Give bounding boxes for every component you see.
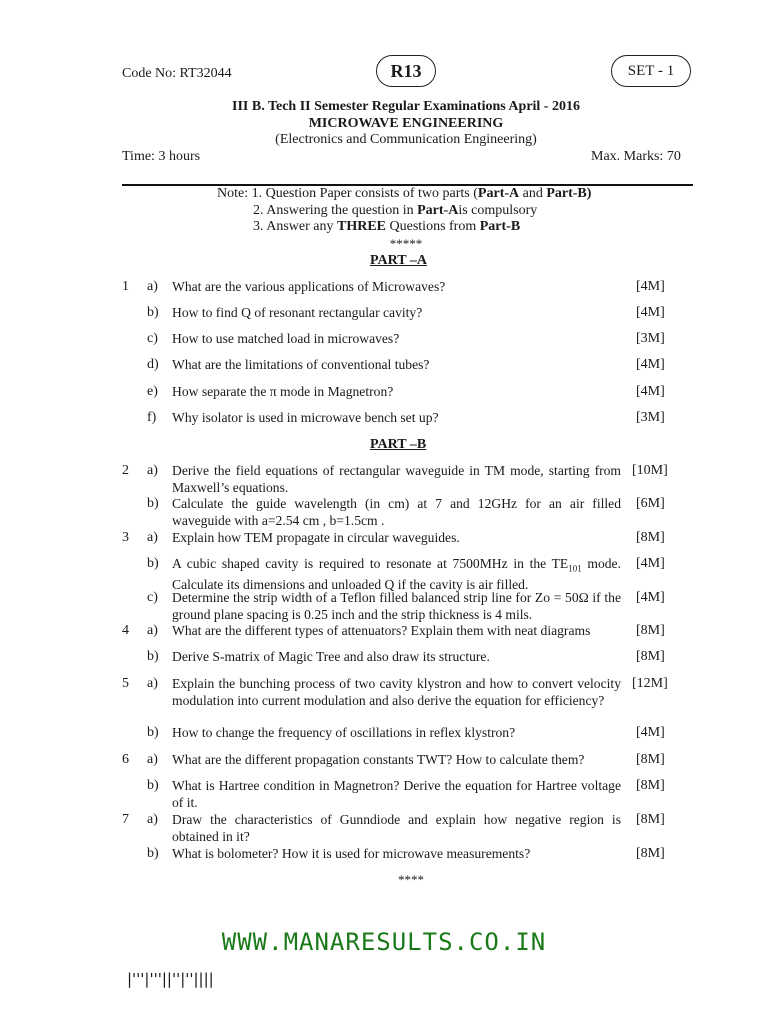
sub-label: b) [147,846,159,861]
sub-label: b) [147,778,159,793]
sub-label: b) [147,725,159,740]
question-text: Why isolator is used in microwave bench set up? [172,410,439,425]
marks: [4M] [636,357,665,372]
question-number: 7 [122,812,129,827]
subject-title: MICROWAVE ENGINEERING [308,116,504,131]
note-line-3: 3. Answer any THREE Questions from Part-B [253,219,521,234]
question-text: What is Hartree condition in Magnetron? Derive the equation for Hartree voltage of it. [172,778,621,810]
question-text: Explain how TEM propagate in circular waveguides. [172,530,460,545]
marks: [4M] [636,590,665,605]
question-text: What are the different propagation constants TWT? How to calculate them? [172,752,585,767]
question-text: What is bolometer? How it is used for microwave measurements? [172,846,531,861]
end-stars: **** [398,872,424,887]
sub-label: c) [147,331,158,346]
part-a-heading: PART –A [370,253,427,268]
marks: [6M] [636,496,665,511]
sub-label: a) [147,752,158,767]
max-marks: Max. Marks: 70 [591,149,681,164]
note-line-2: 2. Answering the question in Part-Ais compulsory [253,202,538,218]
marks: [4M] [636,305,665,320]
part-b-heading: PART –B [370,437,427,452]
code-number: Code No: RT32044 [122,66,232,81]
marks: [8M] [636,530,665,545]
regulation-badge: R13 [376,55,436,87]
question-text: How separate the π mode in Magnetron? [172,384,394,399]
question-text: How to find Q of resonant rectangular cavity? [172,305,423,320]
question-text: Explain the bunching process of two cavity klystron and how to convert velocity modulation into current modulation and also derive the equation for efficiency? [172,676,621,708]
marks: [10M] [632,463,668,478]
sub-label: c) [147,590,158,605]
marks: [8M] [636,649,665,664]
barcode-text: |'''|'''||''|''|||| [127,970,214,988]
marks: [12M] [632,676,668,691]
marks: [8M] [636,812,665,827]
sub-label: a) [147,812,158,827]
marks: [4M] [636,384,665,399]
marks: [8M] [636,778,665,793]
sub-label: a) [147,676,158,691]
sub-label: b) [147,305,159,320]
question-number: 1 [122,279,129,294]
sub-label: e) [147,384,158,399]
question-text: Derive S-matrix of Magic Tree and also draw its structure. [172,649,490,664]
question-number: 2 [122,463,129,478]
question-text: What are the limitations of conventional tubes? [172,357,430,372]
instructions-note [217,186,591,236]
note-line-1: Note: 1. Question Paper consists of two parts (Part-A and Part-B) [217,186,592,201]
marks: [3M] [636,410,665,425]
sub-label: b) [147,556,159,571]
question-text: Derive the field equations of rectangular waveguide in TM mode, starting from Maxwell’s equations. [172,463,621,495]
question-text: A cubic shaped cavity is required to resonate at 7500MHz in the $TE_{101}$ mode. Calculate its dimensions and unloaded Q if the cavity is air filled. [172,556,621,593]
note-stars: ***** [389,236,423,251]
question-text: How to use matched load in microwaves? [172,331,400,346]
time-allowed: Time: 3 hours [122,149,201,164]
sub-label: f) [147,410,157,425]
question-number: 6 [122,752,129,767]
sub-label: d) [147,357,159,372]
marks: [3M] [636,331,665,346]
question-text: What are the different types of attenuators? Explain them with neat diagrams [172,623,591,638]
question-text: What are the various applications of Microwaves? [172,279,446,294]
question-text: Determine the strip width of a Teflon filled balanced strip line for Zo = 50Ω if the ground plane spacing is 0.25 inch and the strip thickness is 4 mils. [172,590,621,622]
marks: [4M] [636,556,665,571]
question-text: How to change the frequency of oscillations in reflex klystron? [172,725,516,740]
question-number: 3 [122,530,129,545]
marks: [8M] [636,846,665,861]
sub-label: a) [147,623,158,638]
set-badge: SET - 1 [611,55,691,87]
sub-label: b) [147,649,159,664]
sub-label: a) [147,463,158,478]
question-text: Calculate the guide wavelength (in cm) at 7 and 12GHz for an air filled waveguide with a=2.54 cm , b=1.5cm . [172,496,621,528]
exam-title: III B. Tech II Semester Regular Examinations April - 2016 [232,99,580,114]
marks: [8M] [636,623,665,638]
branch-title: (Electronics and Communication Engineering) [275,132,537,147]
website-watermark: WWW.MANARESULTS.CO.IN [221,928,547,956]
marks: [4M] [636,725,665,740]
sub-label: b) [147,496,159,511]
sub-label: a) [147,279,158,294]
marks: [8M] [636,752,665,767]
question-number: 4 [122,623,129,638]
question-text: Draw the characteristics of Gunndiode and explain how negative region is obtained in it? [172,812,621,844]
sub-label: a) [147,530,158,545]
question-number: 5 [122,676,129,691]
marks: [4M] [636,279,665,294]
